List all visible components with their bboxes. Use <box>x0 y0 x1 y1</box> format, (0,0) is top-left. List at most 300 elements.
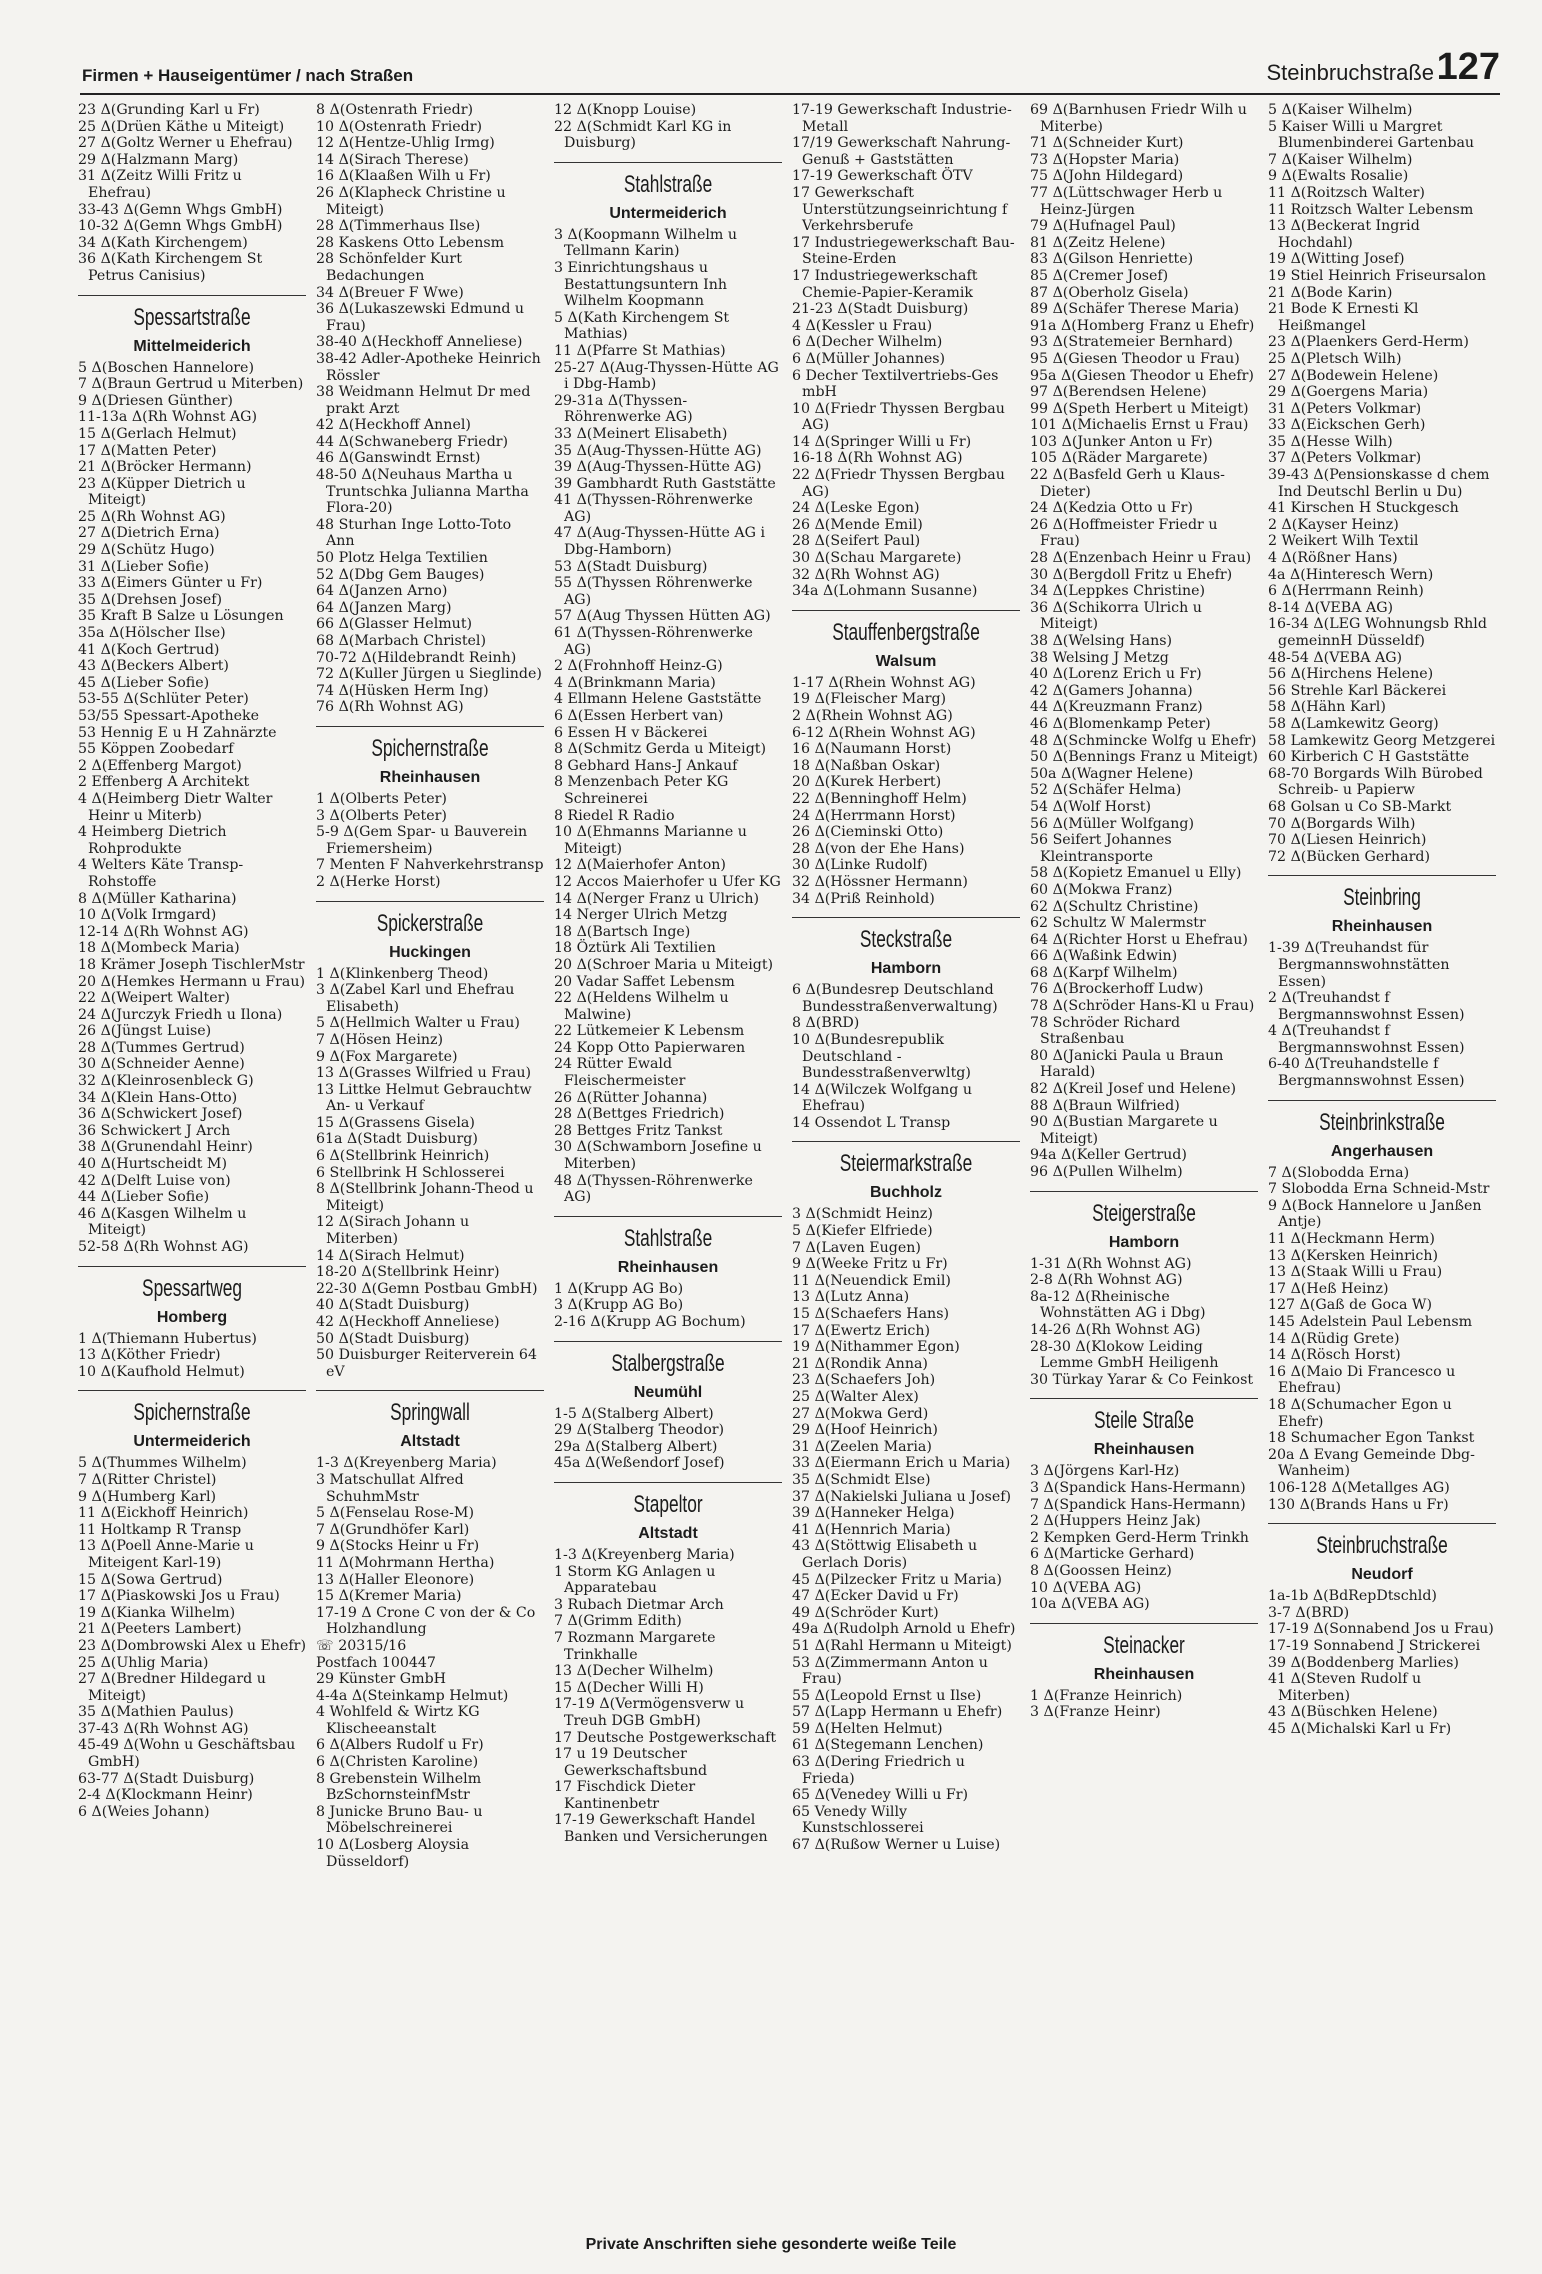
address-entry: 20 Vadar Saffet Lebensm <box>554 973 735 990</box>
address-entry: 2-16 Δ(Krupp AG Bochum) <box>554 1314 746 1330</box>
address-entry: 56 Strehle Karl Bäckerei <box>1268 682 1447 699</box>
directory-columns <box>74 100 1502 2230</box>
address-entry: 18 Δ(Mombeck Maria) <box>78 940 240 957</box>
address-entry: 23 Δ(Plaenkers Gerd-Herm) <box>1268 334 1469 351</box>
address-entry: 6 Δ(Essen Herbert van) <box>554 708 724 724</box>
address-entry: 6 Δ(Marticke Gerhard) <box>1030 1546 1195 1563</box>
address-entry: 77 Δ(Lüttschwager Herb u Heinz-Jürgen <box>1030 184 1223 218</box>
district-name: Huckingen <box>389 943 471 961</box>
address-entry: 41 Δ(Steven Rudolf u Miterben) <box>1268 1671 1422 1704</box>
address-entry: 62 Δ(Schultz Christine) <box>1030 898 1199 915</box>
address-entry: 18 Schumacher Egon Tankst <box>1268 1430 1475 1447</box>
address-entry: 17-19 Sonnabend J Strickerei <box>1268 1637 1481 1654</box>
address-entry: 55 Δ(Thyssen Röhrenwerke AG) <box>554 575 753 608</box>
street-rule <box>554 1482 782 1483</box>
street-name: Spichernstraße <box>133 1399 251 1427</box>
address-entry: 41 Kirschen H Stuckgesch <box>1268 500 1459 517</box>
district-name: Hamborn <box>1108 1233 1180 1251</box>
address-entry: 24 Rütter Ewald Fleischermeister <box>554 1056 686 1090</box>
district-name: Homberg <box>156 1308 228 1326</box>
address-entry: 68-70 Borgards Wilh Bürobed Schreib- u Papierw <box>1268 765 1483 799</box>
address-entry: 8a-12 Δ(Rheinische Wohnstätten AG i Dbg) <box>1030 1288 1206 1322</box>
address-entry: 97 Δ(Berendsen Helene) <box>1030 384 1207 401</box>
column-1 <box>74 100 312 2230</box>
address-entry: 17-19 Δ Crone C von der & Co Holzhandlung <box>316 1604 536 1638</box>
address-entry: 33 Δ(Eiermann Erich u Maria) <box>792 1455 1011 1472</box>
address-entry: 53-55 Δ(Schlüter Peter) <box>78 691 249 708</box>
address-entry: 38-42 Adler-Apotheke Heinrich Rössler <box>316 350 541 384</box>
address-entry: 10-32 Δ(Gemn Whgs GmbH) <box>78 218 283 235</box>
column-3 <box>550 100 788 2230</box>
street-rule <box>1268 1100 1496 1101</box>
column-4 <box>788 100 1026 2230</box>
address-entry: 45 Δ(Michalski Karl u Fr) <box>1268 1720 1452 1737</box>
address-entry: 58 Δ(Kopietz Emanuel u Elly) <box>1030 865 1242 882</box>
address-entry: 6 Δ(Müller Johannes) <box>792 350 946 367</box>
street-rule <box>554 1216 782 1217</box>
address-entry: 46 Δ(Blomenkamp Peter) <box>1030 715 1211 732</box>
address-entry: 45-49 Δ(Wohn u Geschäftsbau GmbH) <box>78 1737 296 1771</box>
address-entry: 29 Δ(Halzmann Marg) <box>78 151 239 168</box>
address-entry: 30 Δ(Schau Margarete) <box>792 550 962 567</box>
address-entry: 8 Riedel R Radio <box>554 807 675 824</box>
address-entry: 58 Δ(Hähn Karl) <box>1268 699 1386 716</box>
address-entry: 1-5 Δ(Stalberg Albert) <box>554 1405 714 1422</box>
street-rule <box>78 1266 306 1267</box>
address-entry: Postfach 100447 <box>316 1654 436 1671</box>
address-entry: 145 Adelstein Paul Lebensm <box>1268 1314 1473 1330</box>
address-entry: 1-3 Δ(Kreyenberg Maria) <box>316 1455 497 1472</box>
address-entry: 68 Golsan u Co SB-Markt <box>1268 798 1452 815</box>
address-entry: 2 Weikert Wilh Textil <box>1268 533 1419 550</box>
header-rule <box>80 93 1500 95</box>
address-entry: 83 Δ(Gilson Henriette) <box>1030 251 1194 268</box>
address-entry: 48-50 Δ(Neuhaus Martha u Truntschka Julianna Martha Flora-20) <box>316 467 529 517</box>
address-entry: 49a Δ(Rudolph Arnold u Ehefr) <box>792 1621 1016 1638</box>
address-entry: 55 Köppen Zoobedarf <box>78 741 234 758</box>
address-entry: 95a Δ(Giesen Theodor u Ehefr) <box>1030 367 1254 384</box>
address-entry: 29-31a Δ(Thyssen-Röhrenwerke AG) <box>554 392 693 426</box>
address-entry: 68 Δ(Karpf Wilhelm) <box>1030 964 1178 981</box>
address-entry: 34 Δ(Priß Reinhold) <box>792 890 935 907</box>
address-entry: 32 Δ(Hössner Hermann) <box>792 873 968 890</box>
address-entry: 4 Heimberg Dietrich Rohprodukte <box>78 824 227 857</box>
address-entry: 36 Δ(Schikorra Ulrich u Miteigt) <box>1030 599 1202 633</box>
address-entry: 1 Δ(Thiemann Hubertus) <box>78 1330 257 1347</box>
address-entry: 57 Δ(Lapp Hermann u Ehefr) <box>792 1704 1003 1721</box>
address-entry: 65 Δ(Venedey Willi u Fr) <box>792 1787 969 1804</box>
address-entry: 45a Δ(Weßendorf Josef) <box>554 1455 725 1472</box>
address-entry: 10 Δ(VEBA AG) <box>1030 1579 1142 1596</box>
address-entry: 27 Δ(Mokwa Gerd) <box>792 1405 929 1422</box>
address-entry: 3 Δ(Schmidt Heinz) <box>792 1206 933 1223</box>
address-entry: 44 Δ(Kreuzmann Franz) <box>1030 699 1203 716</box>
address-entry: 28 Δ(Bettges Friedrich) <box>554 1106 725 1123</box>
address-entry: 36 Δ(Kath Kirchengem St Petrus Canisius) <box>78 251 263 284</box>
address-entry: 11 Δ(Mohrmann Hertha) <box>316 1554 495 1571</box>
address-entry: 5 Δ(Hellmich Walter u Frau) <box>316 1015 520 1032</box>
address-entry: 6 Δ(Weies Johann) <box>78 1803 210 1820</box>
address-entry: 13 Δ(Staak Willi u Frau) <box>1268 1264 1443 1281</box>
address-entry: 17 Δ(Piaskowski Jos u Frau) <box>78 1588 280 1605</box>
address-entry: 22 Δ(Benninghoff Helm) <box>792 790 967 807</box>
address-entry: 4 Δ(Kessler u Frau) <box>792 317 933 334</box>
district-name: Angerhausen <box>1330 1142 1434 1160</box>
street-name: Steinbrinkstraße <box>1319 1108 1445 1136</box>
section-title: Firmen + Hauseigentümer / nach Straßen <box>82 66 414 85</box>
address-entry: 19 Stiel Heinrich Friseursalon <box>1268 267 1487 284</box>
street-rule <box>792 917 1020 918</box>
address-entry: 1 Δ(Klinkenberg Theod) <box>316 965 489 982</box>
address-entry: 26 Δ(Mende Emil) <box>792 516 923 533</box>
address-entry: 7 Δ(Grundhöfer Karl) <box>316 1521 470 1538</box>
address-entry: 11 Holtkamp R Transp <box>78 1521 242 1538</box>
address-entry: 47 Δ(Aug-Thyssen-Hütte AG i Dbg-Hamborn) <box>554 525 766 559</box>
address-entry: 21 Δ(Rondik Anna) <box>792 1355 928 1372</box>
address-entry: 35 Δ(Aug-Thyssen-Hütte AG) <box>554 442 762 459</box>
address-entry: 15 Δ(Gerlach Helmut) <box>78 425 237 442</box>
address-entry: 17-19 Gewerkschaft Handel Banken und Versicherungen <box>554 1812 768 1846</box>
address-entry: 29a Δ(Stalberg Albert) <box>554 1438 718 1455</box>
address-entry: 16 Δ(Klaaßen Wilh u Fr) <box>316 168 491 185</box>
address-entry: 27 Δ(Dietrich Erna) <box>78 525 220 542</box>
street-rule <box>78 295 306 296</box>
address-entry: 30 Δ(Schwamborn Josefine u Miterben) <box>554 1139 762 1173</box>
address-entry: 10 Δ(Volk Irmgard) <box>78 907 217 924</box>
address-entry: 48-54 Δ(VEBA AG) <box>1268 649 1403 666</box>
address-entry: 29 Δ(Hoof Heinrich) <box>792 1422 938 1439</box>
address-entry: 11-13a Δ(Rh Wohnst AG) <box>78 409 258 426</box>
address-entry: 3 Δ(Koopmann Wilhelm u Tellmann Karin) <box>554 226 737 260</box>
street-rule <box>78 1390 306 1391</box>
address-entry: 39 Δ(Aug-Thyssen-Hütte AG) <box>554 459 762 476</box>
address-entry: 53 Δ(Stadt Duisburg) <box>554 558 708 575</box>
district-name: Buchholz <box>870 1184 942 1202</box>
address-entry: 13 Δ(Beckerat Ingrid Hochdahl) <box>1268 218 1420 251</box>
address-entry: 56 Δ(Müller Wolfgang) <box>1030 815 1195 832</box>
address-entry: 24 Δ(Kedzia Otto u Fr) <box>1030 500 1193 517</box>
address-entry: 4 Wohlfeld & Wirtz KG Klischeeanstalt <box>316 1704 480 1737</box>
address-entry: 25 Δ(Rh Wohnst AG) <box>78 508 226 525</box>
address-entry: 50 Δ(Bennings Franz u Miteigt) <box>1030 749 1258 766</box>
address-entry: 58 Lamkewitz Georg Metzgerei <box>1268 732 1496 749</box>
district-name: Altstadt <box>638 1524 698 1542</box>
street-section <box>78 1390 306 1451</box>
street-rule <box>1030 1398 1258 1399</box>
street-name: Springwall <box>390 1399 470 1427</box>
address-entry: 25 Δ(Walter Alex) <box>792 1389 919 1405</box>
address-entry: 66 Δ(Waßink Edwin) <box>1030 948 1178 965</box>
address-entry: 8 Gebhard Hans-J Ankauf <box>554 757 738 774</box>
address-entry: 23 Δ(Küpper Dietrich u Miteigt) <box>78 475 246 509</box>
address-entry: 65 Venedy Willy Kunstschlosserei <box>792 1803 924 1837</box>
address-entry: 2-4 Δ(Klockmann Heinr) <box>78 1787 253 1804</box>
address-entry: 66 Δ(Glasser Helmut) <box>316 616 473 633</box>
address-entry: 14 Δ(Nerger Franz u Ulrich) <box>554 890 759 907</box>
address-entry: 39 Δ(Boddenberg Marlies) <box>1268 1654 1459 1671</box>
street-section <box>554 1482 782 1543</box>
address-entry: 38-40 Δ(Heckhoff Anneliese) <box>316 334 523 351</box>
address-entry: 17 Industriegewerkschaft Bau-Steine-Erden <box>792 234 1015 268</box>
address-entry: 13 Δ(Lutz Anna) <box>792 1289 910 1306</box>
address-entry: 58 Δ(Lamkewitz Georg) <box>1268 715 1439 732</box>
address-entry: 20a Δ Evang Gemeinde Dbg-Wanheim) <box>1268 1446 1475 1480</box>
address-entry: 21 Δ(Peeters Lambert) <box>78 1621 242 1638</box>
address-entry: 10 Δ(Bundesrepublik Deutschland -Bundesstraßenverwltg) <box>792 1031 971 1082</box>
street-section <box>1268 1100 1496 1161</box>
address-entry: 11 Δ(Pfarre St Mathias) <box>554 342 726 359</box>
address-entry: 69 Δ(Barnhusen Friedr Wilh u Miterbe) <box>1030 102 1247 135</box>
address-entry: 7 Rozmann Margarete Trinkhalle <box>554 1629 716 1663</box>
address-entry: 64 Δ(Janzen Marg) <box>316 599 452 616</box>
street-name: Steile Straße <box>1094 1407 1194 1435</box>
address-entry: 2 Effenberg A Architekt <box>78 774 250 791</box>
address-entry: 39 Gambhardt Ruth Gaststätte <box>554 475 776 492</box>
address-entry: 87 Δ(Oberholz Gisela) <box>1030 284 1189 301</box>
address-entry: 43 Δ(Büschken Helene) <box>1268 1704 1438 1721</box>
address-entry: 14 Δ(Wilczek Wolfgang u Ehefrau) <box>792 1081 973 1115</box>
street-section <box>792 610 1020 671</box>
address-entry: 17-19 Δ(Sonnabend Jos u Frau) <box>1268 1621 1494 1638</box>
street-name: Spichernstraße <box>371 734 489 762</box>
address-entry: 17/19 Gewerkschaft Nahrung-Genuß + Gaststätten <box>792 135 1011 168</box>
address-entry: 18 Δ(Bartsch Inge) <box>554 923 691 940</box>
address-entry: 35 Kraft B Salze u Lösungen <box>78 608 284 625</box>
address-entry: 11 Roitzsch Walter Lebensm <box>1268 201 1474 218</box>
address-entry: 25-27 Δ(Aug-Thyssen-Hütte AG i Dbg-Hamb) <box>554 359 779 393</box>
address-entry: 54 Δ(Wolf Horst) <box>1030 798 1152 815</box>
address-entry: 37 Δ(Peters Volkmar) <box>1268 450 1422 467</box>
address-entry: 36 Δ(Lukaszewski Edmund u Frau) <box>316 301 525 334</box>
address-entry: 49 Δ(Schröder Kurt) <box>792 1604 939 1621</box>
district-name: Neudorf <box>1351 1566 1413 1584</box>
address-entry: 2-8 Δ(Rh Wohnst AG) <box>1030 1272 1183 1289</box>
street-section <box>1268 1523 1496 1584</box>
address-entry: 32 Δ(Kleinrosenbleck G) <box>78 1073 254 1090</box>
address-entry: 44 Δ(Schwaneberg Friedr) <box>316 433 509 450</box>
page-header <box>0 0 1542 100</box>
address-entry: 9 Δ(Fox Margarete) <box>316 1048 458 1065</box>
address-entry: 22 Δ(Schmidt Karl KG in Duisburg) <box>554 118 732 152</box>
address-entry: 103 Δ(Junker Anton u Fr) <box>1030 433 1213 450</box>
address-entry: 4 Welters Käte Transp-Rohstoffe <box>78 857 244 890</box>
address-entry: 3 Matschullat Alfred SchuhmMstr <box>316 1471 464 1505</box>
address-entry: 32 Δ(Rh Wohnst AG) <box>792 566 940 583</box>
street-section <box>316 901 544 962</box>
address-entry: 8 Δ(BRD) <box>792 1015 860 1032</box>
address-entry: 3 Δ(Krupp AG Bo) <box>554 1297 684 1314</box>
address-entry: 1 Δ(Krupp AG Bo) <box>554 1280 684 1297</box>
address-entry: 6 Δ(Stellbrink Heinrich) <box>316 1148 490 1165</box>
address-entry: 31 Δ(Peters Volkmar) <box>1268 400 1422 417</box>
address-entry: 4 Δ(Brinkmann Maria) <box>554 674 716 691</box>
street-section <box>554 1341 782 1402</box>
address-entry: 19 Δ(Witting Josef) <box>1268 251 1405 268</box>
address-entry: 4 Δ(Treuhandst f Bergmannswohnst Essen) <box>1268 1023 1465 1056</box>
address-entry: 96 Δ(Pullen Wilhelm) <box>1030 1164 1183 1180</box>
address-entry: 7 Menten F Nahverkehrstransp <box>316 857 544 874</box>
address-entry: 63 Δ(Dering Friedrich u Frieda) <box>792 1754 965 1787</box>
page-number: 127 <box>1436 46 1500 88</box>
address-entry: 130 Δ(Brands Hans u Fr) <box>1268 1496 1449 1513</box>
address-entry: 4 Ellmann Helene Gaststätte <box>554 691 762 708</box>
district-name: Rheinhausen <box>1331 918 1433 936</box>
address-entry: 8 Δ(Goossen Heinz) <box>1030 1562 1172 1579</box>
address-entry: 38 Welsing J Metzg <box>1030 649 1169 666</box>
address-entry: 3-7 Δ(BRD) <box>1268 1604 1350 1621</box>
address-entry: 11 Δ(Roitzsch Walter) <box>1268 184 1425 201</box>
address-entry: 31 Δ(Zeelen Maria) <box>792 1438 932 1455</box>
address-entry: 18-20 Δ(Stellbrink Heinr) <box>316 1264 500 1281</box>
address-entry: 14 Nerger Ulrich Metzg <box>554 907 728 924</box>
address-entry: 7 Δ(Braun Gertrud u Miterben) <box>78 376 304 393</box>
address-entry: 33-43 Δ(Gemn Whgs GmbH) <box>78 201 283 218</box>
address-entry: 22 Lütkemeier K Lebensm <box>554 1023 745 1040</box>
address-entry: 33 Δ(Eickschen Gerh) <box>1268 417 1426 434</box>
district-name: Rheinhausen <box>379 768 481 786</box>
address-entry: 75 Δ(John Hildegard) <box>1030 168 1184 185</box>
address-entry: 17-19 Δ(Vermögensverw u Treuh DGB GmbH) <box>554 1696 745 1729</box>
address-entry: 52 Δ(Schäfer Helma) <box>1030 782 1182 799</box>
column-6 <box>1264 100 1502 2230</box>
street-section <box>1268 875 1496 936</box>
address-entry: 16 Δ(Maio Di Francesco u Ehefrau) <box>1268 1363 1456 1397</box>
address-entry: 28 Δ(Tummes Gertrud) <box>78 1039 245 1056</box>
address-entry: 29 Künster GmbH <box>316 1671 447 1688</box>
address-entry: 60 Δ(Mokwa Franz) <box>1030 881 1173 898</box>
address-entry: 34 Δ(Klein Hans-Otto) <box>78 1089 238 1106</box>
address-entry: 15 Δ(Schaefers Hans) <box>792 1306 950 1323</box>
address-entry: 26 Δ(Klapheck Christine u Miteigt) <box>316 184 506 218</box>
column-5 <box>1026 100 1264 2230</box>
address-entry: 127 Δ(Gaß de Goca W) <box>1268 1297 1433 1314</box>
street-section <box>1030 1191 1258 1252</box>
address-entry: 14-26 Δ(Rh Wohnst AG) <box>1030 1321 1201 1338</box>
address-entry: 14 Δ(Springer Willi u Fr) <box>792 433 972 450</box>
address-entry: 70-72 Δ(Hildebrandt Reinh) <box>316 649 517 666</box>
address-entry: 5 Kaiser Willi u Margret Blumenbinderei Gartenbau <box>1268 118 1475 152</box>
running-head-street: Steinbruchstraße <box>1266 60 1434 85</box>
address-entry: 6 Δ(Christen Karoline) <box>316 1754 479 1771</box>
address-entry: 27 Δ(Bredner Hildegard u Miteigt) <box>78 1671 266 1704</box>
address-entry: 24 Δ(Herrmann Horst) <box>792 807 956 824</box>
address-entry: 82 Δ(Kreil Josef und Helene) <box>1030 1081 1237 1098</box>
address-entry: 47 Δ(Ecker David u Fr) <box>792 1588 959 1605</box>
address-entry: 1 Δ(Franze Heinrich) <box>1030 1687 1183 1704</box>
address-entry: 41 Δ(Thyssen-Röhrenwerke AG) <box>554 492 753 525</box>
address-entry: 18 Krämer Joseph TischlerMstr <box>78 956 305 973</box>
street-rule <box>792 610 1020 611</box>
address-entry: 14 Δ(Sirach Helmut) <box>316 1247 465 1264</box>
address-entry: 50 Δ(Stadt Duisburg) <box>316 1330 470 1347</box>
address-entry: 28 Δ(Enzenbach Heinr u Frau) <box>1030 550 1252 567</box>
address-entry: 16-18 Δ(Rh Wohnst AG) <box>792 450 963 467</box>
address-entry: 6 Δ(Decher Wilhelm) <box>792 334 943 351</box>
street-name: Stapeltor <box>633 1490 703 1518</box>
address-entry: 3 Δ(Zabel Karl und Ehefrau Elisabeth) <box>316 982 515 1015</box>
district-name: Altstadt <box>400 1433 460 1451</box>
address-entry: 12 Accos Maierhofer u Ufer KG <box>554 873 781 890</box>
address-entry: 50 Plotz Helga Textilien <box>316 550 488 567</box>
address-entry: 95 Δ(Giesen Theodor u Frau) <box>1030 350 1240 367</box>
address-entry: 36 Δ(Schwickert Josef) <box>78 1106 243 1123</box>
address-entry: 106-128 Δ(Metallges AG) <box>1268 1479 1450 1496</box>
address-entry: 30 Δ(Schneider Aenne) <box>78 1056 245 1073</box>
address-entry: 17 Δ(Ewertz Erich) <box>792 1322 931 1339</box>
address-entry: 11 Δ(Eickhoff Heinrich) <box>78 1505 249 1522</box>
district-name: Mittelmeiderich <box>133 337 251 355</box>
address-entry: 45 Δ(Lieber Sofie) <box>78 674 210 691</box>
district-name: Untermeiderich <box>133 1433 251 1451</box>
address-entry: 64 Δ(Janzen Arno) <box>316 583 448 600</box>
address-entry: 7 Δ(Laven Eugen) <box>792 1239 921 1256</box>
address-entry: 4a Δ(Hinteresch Wern) <box>1268 566 1434 583</box>
district-name: Rheinhausen <box>617 1258 719 1276</box>
address-entry: 36 Schwickert J Arch <box>78 1122 231 1139</box>
address-entry: 5 Δ(Thummes Wilhelm) <box>78 1455 247 1472</box>
address-entry: 78 Δ(Schröder Hans-Kl u Frau) <box>1030 998 1255 1015</box>
address-entry: 35 Δ(Schmidt Else) <box>792 1471 931 1488</box>
address-entry: 9 Δ(Bock Hannelore u Janßen Antje) <box>1268 1197 1482 1231</box>
address-entry: 26 Δ(Hoffmeister Friedr u Frau) <box>1030 516 1218 550</box>
address-entry: 21 Δ(Bröcker Hermann) <box>78 459 252 476</box>
street-rule <box>316 726 544 727</box>
address-entry: 22 Δ(Friedr Thyssen Bergbau AG) <box>792 467 1005 500</box>
address-entry: 61 Δ(Stegemann Lenchen) <box>792 1737 984 1754</box>
address-entry: 34 Δ(Breuer F Wwe) <box>316 284 464 301</box>
address-entry: 30 Δ(Linke Rudolf) <box>792 857 928 874</box>
address-entry: 5-9 Δ(Gem Spar- u Bauverein Friemersheim) <box>316 824 528 857</box>
address-entry: 43 Δ(Stöttwig Elisabeth u Gerlach Doris) <box>792 1538 978 1571</box>
address-entry: 28-30 Δ(Klokow Leiding Lemme GmbH Heiligenh <box>1030 1338 1219 1372</box>
address-entry: 21-23 Δ(Stadt Duisburg) <box>792 301 969 318</box>
address-entry: 5 Δ(Kaiser Wilhelm) <box>1268 102 1413 118</box>
address-entry: 33 Δ(Eimers Günter u Fr) <box>78 575 263 592</box>
address-entry: 2 Δ(Huppers Heinz Jak) <box>1030 1513 1201 1530</box>
address-entry: 7 Δ(Kaiser Wilhelm) <box>1268 151 1413 168</box>
address-entry: 5 Δ(Kath Kirchengem St Mathias) <box>554 309 730 343</box>
address-entry: 25 Δ(Uhlig Maria) <box>78 1654 209 1671</box>
address-entry: 50a Δ(Wagner Helene) <box>1030 765 1194 782</box>
address-entry: 72 Δ(Bücken Gerhard) <box>1268 848 1430 865</box>
address-entry: 93 Δ(Stratemeier Bernhard) <box>1030 334 1233 351</box>
district-name: Neumühl <box>633 1383 703 1401</box>
address-entry: 28 Δ(Seifert Paul) <box>792 533 921 550</box>
street-name: Spessartstraße <box>133 303 251 331</box>
address-entry: 3 Δ(Franze Heinr) <box>1030 1704 1161 1721</box>
address-entry: 38 Δ(Grunendahl Heinr) <box>78 1139 253 1156</box>
address-entry: 35a Δ(Hölscher Ilse) <box>78 625 226 642</box>
street-name: Stahlstraße <box>623 1224 713 1252</box>
address-entry: 10 Δ(Losberg Aloysia Düsseldorf) <box>316 1837 470 1870</box>
address-entry: 48 Δ(Thyssen-Röhrenwerke AG) <box>554 1172 753 1206</box>
address-entry: 22 Δ(Weipert Walter) <box>78 990 230 1007</box>
address-entry: 3 Rubach Dietmar Arch <box>554 1596 724 1613</box>
street-section <box>792 917 1020 978</box>
address-entry: 27 Δ(Bodewein Helene) <box>1268 367 1439 384</box>
address-entry: 6-12 Δ(Rhein Wohnst AG) <box>792 724 976 741</box>
address-entry: 5 Δ(Fenselau Rose-M) <box>316 1505 474 1522</box>
address-entry: 8 Junicke Bruno Bau- u Möbelschreinerei <box>316 1803 483 1837</box>
address-entry: 48 Δ(Schmincke Wolfg u Ehefr) <box>1030 732 1257 749</box>
address-entry: 35 Δ(Mathien Paulus) <box>78 1704 234 1721</box>
address-entry: 68 Δ(Marbach Christel) <box>316 633 487 649</box>
address-entry: 13 Δ(Poell Anne-Marie u Miteigent Karl-19) <box>78 1538 254 1571</box>
address-entry: 9 Δ(Weeke Fritz u Fr) <box>792 1256 948 1273</box>
address-entry: 4 Δ(Rößner Hans) <box>1268 550 1398 567</box>
district-name: Rheinhausen <box>1093 1665 1195 1683</box>
street-section <box>1030 1398 1258 1459</box>
